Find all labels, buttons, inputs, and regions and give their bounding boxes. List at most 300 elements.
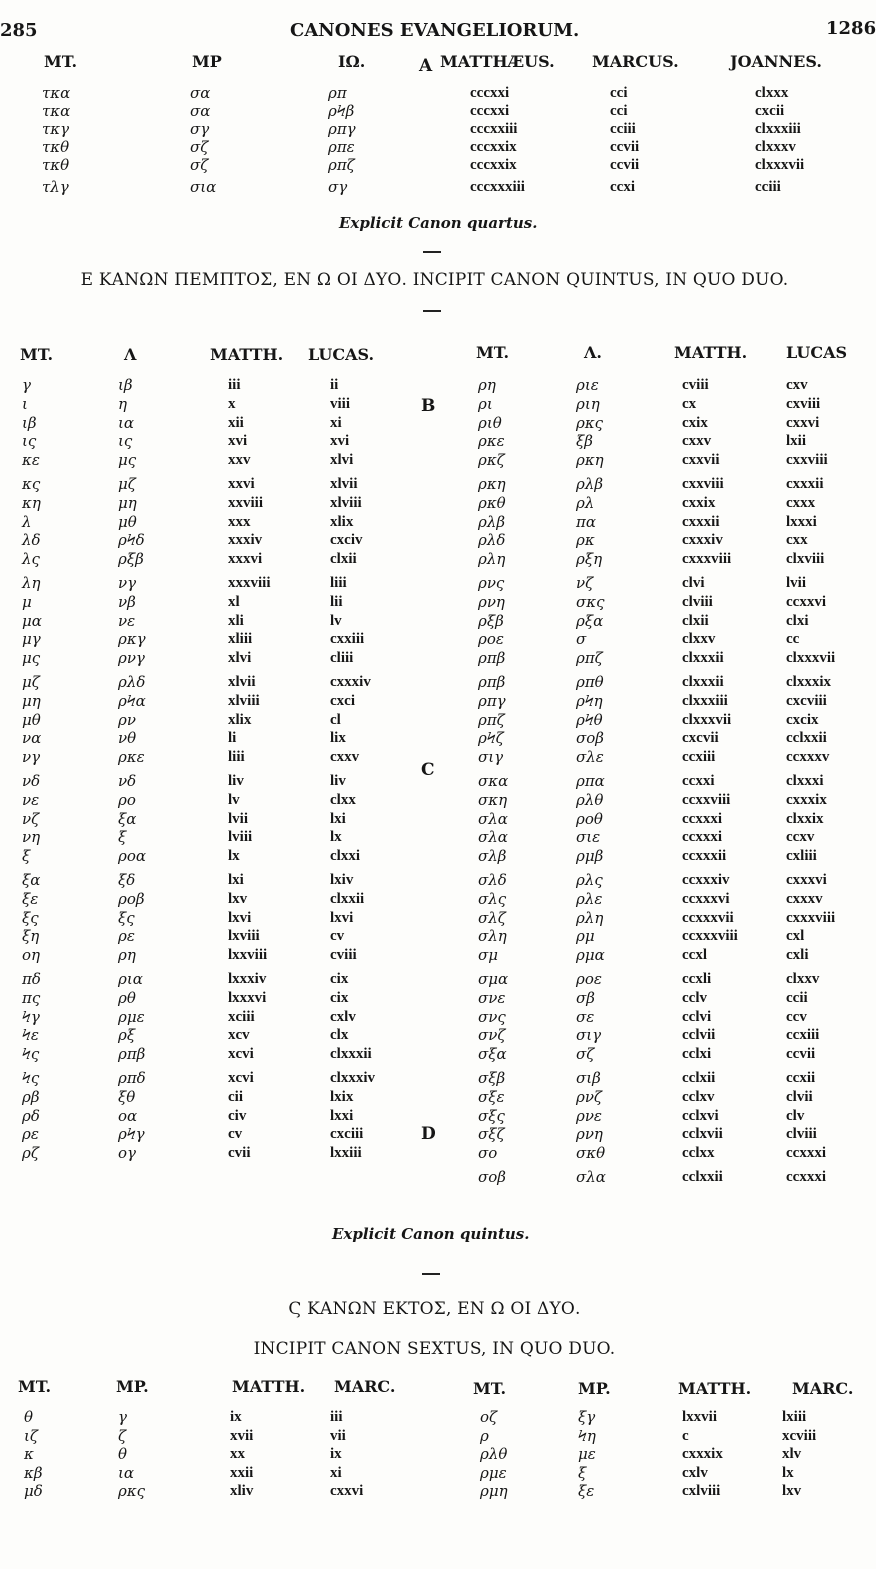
table-cell: ρϞη bbox=[576, 691, 603, 710]
table-cell: clxxxi bbox=[786, 773, 824, 789]
table-cell: xlvii bbox=[228, 674, 256, 690]
table-cell: σια bbox=[190, 178, 217, 196]
column-header: MARCUS. bbox=[592, 52, 679, 71]
table-cell: ρλθ bbox=[480, 1445, 508, 1463]
table-cell: λδ bbox=[22, 531, 41, 550]
table-cell: cccxxix bbox=[470, 157, 517, 173]
table-cell: ix bbox=[330, 1446, 342, 1462]
table-cell: ρη bbox=[118, 946, 136, 965]
table-cell: νζ bbox=[576, 574, 594, 592]
table-cell: ις bbox=[118, 432, 133, 451]
table-cell: cclvii bbox=[682, 1027, 716, 1044]
table-cell: x bbox=[228, 395, 236, 412]
table-cell: ξ bbox=[578, 1463, 587, 1482]
table-cell: ρπζ bbox=[478, 710, 505, 729]
table-cell: ccxii bbox=[786, 1070, 816, 1086]
table-cell: ρκε bbox=[478, 432, 505, 451]
table-cell: xvii bbox=[230, 1427, 254, 1444]
table-cell: σλδ bbox=[478, 871, 507, 889]
table-cell: τκγ bbox=[42, 120, 70, 138]
table-cell: clxxxvii bbox=[755, 157, 805, 173]
table-cell: ccxxvi bbox=[786, 593, 826, 610]
table-cell: civ bbox=[228, 1107, 247, 1124]
table-cell: lxiv bbox=[330, 872, 354, 888]
table-cell: cc bbox=[786, 631, 800, 648]
table-cell: σξα bbox=[478, 1045, 507, 1064]
table-cell: cx bbox=[682, 395, 697, 412]
table-cell: γ bbox=[118, 1408, 127, 1426]
column-header: MP bbox=[192, 52, 222, 71]
table-cell: cxcvii bbox=[682, 730, 719, 747]
table-cell: μζ bbox=[22, 673, 40, 691]
table-cell: ρμε bbox=[118, 1007, 145, 1026]
column-header: MATTH. bbox=[678, 1379, 752, 1398]
table-cell: lvii bbox=[786, 575, 807, 591]
table-cell: σλη bbox=[478, 927, 507, 946]
table-cell: cclxv bbox=[682, 1088, 715, 1105]
table-cell: ροε bbox=[478, 630, 504, 649]
table-cell: σζ bbox=[576, 1045, 595, 1064]
table-cell: cci bbox=[610, 103, 628, 119]
table-cell: li bbox=[228, 730, 237, 747]
table-cell: μθ bbox=[118, 512, 137, 531]
table-cell: μα bbox=[22, 611, 42, 630]
table-cell: οζ bbox=[480, 1408, 498, 1426]
column-header: Λ bbox=[124, 345, 137, 364]
table-cell: νη bbox=[22, 828, 41, 847]
table-cell: xliii bbox=[228, 631, 253, 648]
table-cell: xlvi bbox=[330, 452, 354, 469]
table-cell: ια bbox=[118, 413, 135, 432]
table-cell: σα bbox=[190, 102, 211, 120]
table-cell: iii bbox=[330, 1409, 343, 1425]
table-cell: cxlv bbox=[682, 1464, 708, 1481]
left-page-number: 285 bbox=[0, 20, 38, 41]
table-cell: ccxxi bbox=[682, 773, 715, 789]
table-cell: xlix bbox=[228, 711, 252, 728]
table-cell: clxxv bbox=[786, 971, 820, 987]
table-cell: ρνς bbox=[478, 574, 505, 592]
table-cell: σμα bbox=[478, 970, 509, 988]
table-cell: cclxi bbox=[682, 1046, 712, 1063]
table-cell: xlvii bbox=[330, 476, 358, 492]
table-cell: ρλβ bbox=[478, 512, 505, 531]
table-cell: ccii bbox=[786, 989, 808, 1006]
table-cell: cliii bbox=[330, 650, 354, 667]
table-cell: σξζ bbox=[478, 1125, 505, 1144]
table-cell: cccxxiii bbox=[470, 121, 518, 137]
table-cell: clxxxiii bbox=[755, 121, 801, 137]
table-cell: σξς bbox=[478, 1106, 505, 1125]
margin-letter: C bbox=[421, 760, 435, 780]
table-cell: ρπθ bbox=[576, 673, 604, 691]
table-cell: clxxxiii bbox=[682, 692, 728, 709]
table-cell: Ϟς bbox=[22, 1069, 40, 1087]
table-cell: ξβ bbox=[576, 432, 593, 451]
table-cell: οη bbox=[22, 946, 41, 965]
table-cell: ριη bbox=[576, 394, 600, 413]
table-cell: ρλβ bbox=[576, 475, 603, 493]
table-cell: ccxiii bbox=[786, 1027, 820, 1044]
table-cell: cciii bbox=[610, 121, 636, 137]
table-cell: να bbox=[22, 729, 42, 748]
table-cell: ρνη bbox=[576, 1125, 603, 1144]
table-cell: cxxvi bbox=[330, 1483, 364, 1499]
table-cell: cii bbox=[228, 1088, 243, 1105]
table-cell: clxxxiv bbox=[330, 1070, 375, 1086]
table-cell: μς bbox=[118, 451, 137, 470]
table-cell: πς bbox=[22, 988, 41, 1007]
table-cell: xxii bbox=[230, 1464, 254, 1481]
table-cell: ρο bbox=[118, 790, 136, 809]
table-cell: clxxv bbox=[682, 631, 716, 648]
table-cell: ccxxxv bbox=[786, 749, 830, 766]
table-cell: ρνε bbox=[576, 1106, 602, 1125]
table-cell: ρπγ bbox=[328, 120, 356, 138]
table-cell: clv bbox=[786, 1107, 805, 1124]
table-cell: ρπε bbox=[328, 138, 355, 156]
column-header: MATTH. bbox=[210, 345, 284, 364]
table-cell: cclxvii bbox=[682, 1126, 723, 1143]
table-cell: σγ bbox=[190, 120, 210, 138]
table-cell: ρκ bbox=[576, 531, 595, 550]
table-cell: clvi bbox=[682, 575, 705, 591]
right-page-number: 1286 bbox=[826, 18, 876, 39]
column-header: MATTHÆUS. bbox=[440, 52, 555, 71]
table-cell: lx bbox=[228, 848, 240, 865]
table-cell: clxxxii bbox=[330, 1046, 372, 1063]
table-cell: σζ bbox=[190, 156, 209, 174]
table-cell: cclxvi bbox=[682, 1107, 719, 1124]
table-cell: νε bbox=[118, 611, 136, 630]
table-cell: clxii bbox=[330, 551, 357, 568]
table-cell: lv bbox=[330, 612, 342, 629]
table-cell: clxxi bbox=[330, 848, 360, 865]
table-cell: γ bbox=[22, 376, 31, 394]
canon-six-title-greek: Ϛ ΚΑΝΩΝ ΕΚΤΟΣ, ΕΝ Ω ΟΙ ΔΥΟ. bbox=[288, 1299, 581, 1319]
table-cell: ρνζ bbox=[576, 1087, 603, 1106]
table-cell: clxxxv bbox=[755, 139, 796, 155]
table-cell: σε bbox=[576, 1007, 595, 1026]
column-header: MT. bbox=[44, 52, 78, 71]
table-cell: xcviii bbox=[782, 1427, 817, 1444]
table-cell: xliv bbox=[230, 1483, 254, 1499]
table-cell: iii bbox=[228, 377, 241, 393]
table-cell: ξα bbox=[22, 871, 41, 889]
column-header: MT. bbox=[476, 343, 510, 362]
table-cell: ρπβ bbox=[118, 1045, 146, 1064]
table-cell: xxviii bbox=[228, 494, 264, 511]
table-cell: ροε bbox=[576, 970, 602, 988]
table-cell: vii bbox=[330, 1427, 346, 1444]
table-cell: ξα bbox=[118, 809, 137, 828]
table-cell: ρϞα bbox=[118, 691, 146, 710]
column-header: MT. bbox=[473, 1379, 507, 1398]
table-cell: ρθ bbox=[118, 988, 136, 1007]
table-cell: xii bbox=[228, 414, 244, 431]
table-cell: σλε bbox=[576, 748, 604, 767]
table-cell: ρε bbox=[118, 927, 135, 946]
table-cell: μθ bbox=[22, 710, 41, 729]
table-cell: σιγ bbox=[478, 748, 504, 767]
column-header: MT. bbox=[18, 1377, 52, 1396]
table-cell: cxcix bbox=[786, 711, 819, 728]
table-cell: cxx bbox=[786, 532, 808, 549]
table-cell: lxi bbox=[228, 872, 244, 888]
table-cell: ρβ bbox=[22, 1087, 40, 1106]
table-cell: cccxxix bbox=[470, 139, 517, 155]
table-cell: ρξη bbox=[576, 550, 603, 569]
table-cell: μη bbox=[22, 691, 41, 710]
table-cell: c bbox=[682, 1427, 689, 1444]
table-cell: σοβ bbox=[576, 729, 604, 748]
table-cell: clxxx bbox=[755, 85, 789, 101]
table-cell: ιβ bbox=[22, 413, 37, 432]
table-cell: cxix bbox=[682, 414, 708, 431]
column-header: LUCAS. bbox=[308, 345, 375, 364]
table-cell: clxxii bbox=[330, 890, 365, 907]
table-cell: clxxxii bbox=[682, 674, 724, 690]
table-cell: cix bbox=[330, 971, 349, 987]
table-cell: ii bbox=[330, 377, 339, 393]
margin-letter: A bbox=[419, 56, 433, 76]
table-cell: ccxiii bbox=[682, 749, 716, 766]
table-cell: σιβ bbox=[576, 1069, 601, 1087]
table-cell: λς bbox=[22, 550, 40, 569]
table-cell: xxx bbox=[228, 513, 251, 530]
table-cell: σμ bbox=[478, 946, 498, 965]
table-cell: ρκθ bbox=[478, 493, 506, 512]
table-cell: ρλ bbox=[576, 493, 595, 512]
table-cell: σιε bbox=[576, 828, 601, 847]
table-cell: ρι bbox=[478, 394, 493, 413]
table-cell: cccxxi bbox=[470, 103, 510, 119]
table-cell: cclxxii bbox=[682, 1169, 723, 1185]
table-cell: xli bbox=[228, 612, 244, 629]
table-cell: cxxxiv bbox=[330, 674, 371, 690]
table-cell: cxxix bbox=[682, 494, 716, 511]
table-cell: ρξβ bbox=[118, 550, 144, 569]
table-cell: τκθ bbox=[42, 156, 70, 174]
table-cell: νδ bbox=[22, 772, 41, 790]
table-cell: xcv bbox=[228, 1027, 250, 1044]
table-cell: ccxxxvi bbox=[682, 890, 730, 907]
table-cell: ρκγ bbox=[118, 630, 146, 649]
table-cell: liv bbox=[228, 773, 244, 789]
table-cell: θ bbox=[24, 1408, 34, 1426]
table-cell: ροθ bbox=[576, 809, 603, 828]
table-cell: νθ bbox=[118, 729, 137, 748]
table-cell: μ bbox=[22, 592, 32, 611]
table-cell: ρξ bbox=[118, 1026, 136, 1045]
table-cell: lxv bbox=[782, 1483, 802, 1499]
table-cell: cxliii bbox=[786, 848, 817, 865]
table-cell: σκς bbox=[576, 592, 605, 611]
table-cell: σξβ bbox=[478, 1069, 506, 1087]
table-cell: ρδ bbox=[22, 1106, 40, 1125]
table-cell: ccxxxvii bbox=[682, 909, 734, 926]
table-cell: cviii bbox=[682, 377, 709, 393]
table-cell: νδ bbox=[118, 772, 137, 790]
table-cell: cclxxii bbox=[786, 730, 827, 747]
table-cell: liii bbox=[228, 749, 245, 766]
table-cell: lxxxi bbox=[786, 513, 817, 530]
table-cell: lvii bbox=[228, 810, 249, 827]
table-cell: xxxvi bbox=[228, 551, 263, 568]
table-cell: σκα bbox=[478, 772, 509, 790]
table-cell: ρλθ bbox=[576, 790, 604, 809]
table-cell: cxxviii bbox=[682, 476, 724, 492]
table-cell: λη bbox=[22, 574, 41, 592]
table-cell: ριε bbox=[576, 376, 599, 394]
table-cell: ccxli bbox=[682, 971, 712, 987]
table-cell: ιζ bbox=[24, 1426, 39, 1445]
table-cell: σκη bbox=[478, 790, 508, 809]
table-cell: ρνγ bbox=[118, 649, 145, 668]
table-cell: ρπβ bbox=[478, 673, 506, 691]
table-cell: ccxxxi bbox=[682, 829, 722, 846]
table-cell: ρλη bbox=[478, 550, 506, 569]
table-cell: σ bbox=[576, 630, 587, 649]
table-cell: σξε bbox=[478, 1087, 505, 1106]
table-cell: νγ bbox=[22, 748, 41, 767]
canon-six-title-latin: INCIPIT CANON SEXTUS, IN QUO DUO. bbox=[253, 1339, 616, 1359]
table-cell: cxxxix bbox=[682, 1446, 723, 1462]
column-header: LUCAS bbox=[786, 343, 848, 362]
table-cell: clxxix bbox=[786, 810, 824, 827]
table-cell: σνε bbox=[478, 988, 506, 1007]
table-cell: cvii bbox=[228, 1145, 251, 1162]
table-cell: lxii bbox=[786, 433, 807, 450]
table-cell: cxxxvi bbox=[786, 872, 827, 888]
table-cell: xlv bbox=[782, 1446, 802, 1462]
table-cell: cxli bbox=[786, 947, 809, 964]
table-cell: clviii bbox=[786, 1126, 817, 1143]
table-cell: σο bbox=[478, 1144, 498, 1163]
table-cell: lxxi bbox=[330, 1107, 354, 1124]
table-cell: xlix bbox=[330, 513, 354, 530]
table-cell: cxxxix bbox=[786, 791, 827, 808]
table-cell: xxvi bbox=[228, 476, 255, 492]
table-cell: viii bbox=[330, 395, 351, 412]
table-cell: cclvi bbox=[682, 1008, 712, 1025]
table-cell: xxv bbox=[228, 452, 251, 469]
table-cell: σλζ bbox=[478, 908, 506, 927]
table-cell: cxcii bbox=[755, 103, 785, 119]
table-cell: cxxxviii bbox=[786, 909, 836, 926]
table-cell: νγ bbox=[118, 574, 137, 592]
table-cell: ρπζ bbox=[328, 156, 355, 174]
table-cell: cxxv bbox=[330, 749, 360, 766]
table-cell: τκα bbox=[42, 84, 71, 102]
table-cell: ρπζ bbox=[576, 649, 603, 668]
table-cell: xi bbox=[330, 1464, 342, 1481]
table-cell: πα bbox=[576, 512, 596, 531]
table-cell: lv bbox=[228, 791, 240, 808]
table-cell: cxxxiv bbox=[682, 532, 723, 549]
column-header: ΙΩ. bbox=[338, 52, 366, 71]
table-cell: ρμβ bbox=[576, 847, 604, 866]
table-cell: xcvi bbox=[228, 1046, 254, 1063]
table-cell: lxi bbox=[330, 810, 346, 827]
table-cell: xxxiv bbox=[228, 532, 263, 549]
separator-dash bbox=[423, 310, 441, 312]
table-cell: νβ bbox=[118, 592, 136, 611]
table-cell: ρμε bbox=[480, 1463, 507, 1482]
table-cell: ξ bbox=[118, 828, 127, 847]
table-cell: ρλς bbox=[576, 871, 603, 889]
table-cell: cclv bbox=[682, 989, 707, 1006]
table-cell: ρκη bbox=[576, 451, 604, 470]
table-cell: xlvi bbox=[228, 650, 252, 667]
table-cell: σζ bbox=[190, 138, 209, 156]
table-cell: μη bbox=[118, 493, 137, 512]
table-cell: ccxxxi bbox=[786, 1169, 826, 1185]
separator-dash bbox=[423, 251, 441, 253]
table-cell: ρ bbox=[480, 1426, 489, 1445]
table-cell: cccxxi bbox=[470, 85, 510, 101]
table-cell: clxxxix bbox=[786, 674, 831, 690]
table-cell: ccxi bbox=[610, 179, 635, 195]
table-cell: ρϞζ bbox=[478, 729, 504, 748]
table-cell: xxxviii bbox=[228, 575, 271, 591]
table-cell: ρκς bbox=[118, 1482, 146, 1500]
table-cell: clxxxvii bbox=[682, 711, 732, 728]
table-cell: ρλδ bbox=[118, 673, 146, 691]
table-cell: lx bbox=[782, 1464, 794, 1481]
table-cell: cci bbox=[610, 85, 628, 101]
table-cell: τλγ bbox=[42, 178, 69, 196]
table-cell: ρπδ bbox=[118, 1069, 146, 1087]
table-cell: κς bbox=[22, 475, 41, 493]
table-cell: ccxxxii bbox=[682, 848, 727, 865]
table-cell: cxxvi bbox=[786, 414, 820, 431]
table-cell: clxx bbox=[330, 791, 356, 808]
table-cell: xi bbox=[330, 414, 342, 431]
table-cell: ρϞδ bbox=[118, 531, 145, 550]
table-cell: ρη bbox=[478, 376, 496, 394]
table-cell: lii bbox=[330, 593, 343, 610]
table-cell: ccxxviii bbox=[682, 791, 731, 808]
table-cell: σλβ bbox=[478, 847, 507, 866]
table-cell: ξς bbox=[118, 908, 135, 927]
table-cell: lviii bbox=[228, 829, 253, 846]
column-header: MP. bbox=[578, 1379, 611, 1398]
table-cell: νζ bbox=[22, 809, 40, 828]
table-cell: ρκς bbox=[576, 413, 604, 432]
table-cell: cxcviii bbox=[786, 692, 827, 709]
table-cell: xvi bbox=[228, 433, 248, 450]
table-cell: lxxviii bbox=[228, 947, 268, 964]
table-cell: cciii bbox=[755, 179, 781, 195]
table-cell: σλα bbox=[478, 809, 508, 828]
table-cell: clxxxii bbox=[682, 650, 724, 667]
table-cell: ξδ bbox=[118, 871, 136, 889]
table-cell: κε bbox=[22, 451, 40, 470]
table-cell: cxv bbox=[786, 377, 808, 393]
table-cell: lxxxvi bbox=[228, 989, 267, 1006]
table-cell: ccvii bbox=[786, 1046, 816, 1063]
table-cell: ρμα bbox=[576, 946, 605, 965]
running-title: CANONES EVANGELIORUM. bbox=[290, 20, 580, 41]
explicit-canon-four: Explicit Canon quartus. bbox=[339, 214, 538, 232]
table-cell: clvii bbox=[786, 1088, 813, 1105]
table-cell: cxlviii bbox=[682, 1483, 721, 1499]
table-cell: κη bbox=[22, 493, 41, 512]
table-cell: σοβ bbox=[478, 1168, 506, 1186]
table-cell: ξη bbox=[22, 927, 40, 946]
table-cell: cxxxii bbox=[682, 513, 720, 530]
